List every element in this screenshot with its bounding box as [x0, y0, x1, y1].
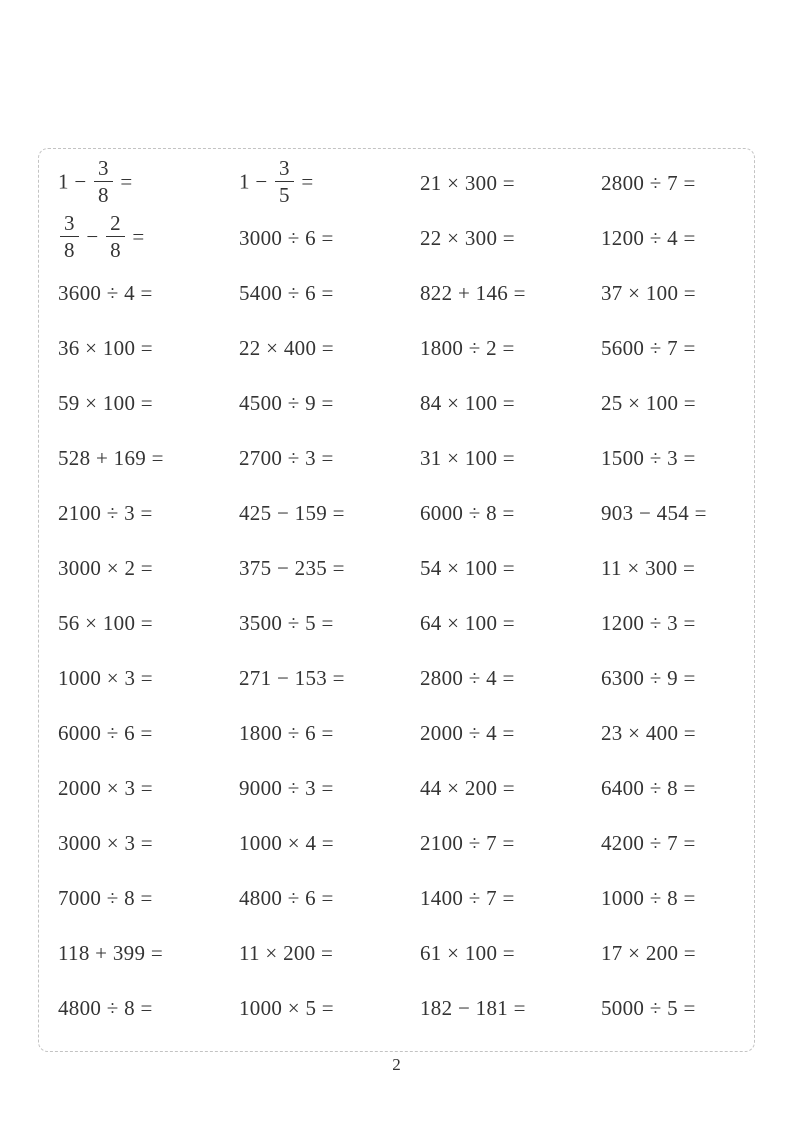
problem: 22 × 300 =	[420, 226, 515, 250]
problem: 61 × 100 =	[420, 941, 515, 965]
problem-row	[58, 651, 754, 706]
problem: 21 × 300 =	[420, 171, 515, 195]
fraction	[94, 157, 113, 206]
problem: 1200 ÷ 4 =	[601, 226, 696, 250]
problem: 1000 ÷ 8 =	[601, 886, 696, 910]
fraction-numerator: 3	[94, 157, 113, 182]
problem-row	[58, 596, 754, 651]
problem: 17 × 200 =	[601, 941, 696, 965]
problem: 25 × 100 =	[601, 391, 696, 415]
fraction-numerator: 3	[275, 157, 294, 182]
problem: 528 + 169 =	[58, 446, 164, 470]
problem: 2800 ÷ 7 =	[601, 171, 696, 195]
problem: 271 − 153 =	[239, 666, 345, 690]
problem: 1800 ÷ 2 =	[420, 336, 515, 360]
problem: 4500 ÷ 9 =	[239, 391, 334, 415]
problem: 1000 × 3 =	[58, 666, 153, 690]
problem: 56 × 100 =	[58, 611, 153, 635]
problem-row	[58, 871, 754, 926]
problem-row	[58, 486, 754, 541]
problem: 6000 ÷ 8 =	[420, 501, 515, 525]
problem: 3500 ÷ 5 =	[239, 611, 334, 635]
problem: 822 + 146 =	[420, 281, 526, 305]
problem-row	[58, 541, 754, 596]
problem-row	[58, 926, 754, 981]
problem: 1 − $\frac{3}{8}$ =	[58, 155, 133, 207]
problem: 37 × 100 =	[601, 281, 696, 305]
problem: 2800 ÷ 4 =	[420, 666, 515, 690]
fraction	[60, 212, 79, 261]
problems-container	[38, 148, 755, 1052]
problem: 3000 × 3 =	[58, 831, 153, 855]
problem: 6000 ÷ 6 =	[58, 721, 153, 745]
problem: $\frac{3}{8}$ − $\frac{2}{8}$ =	[58, 214, 239, 263]
problem: 2000 × 3 =	[58, 776, 153, 800]
problem: 5600 ÷ 7 =	[601, 336, 696, 360]
problem-row	[58, 431, 754, 486]
problem: 903 − 454 =	[601, 501, 707, 525]
problem: 31 × 100 =	[420, 446, 515, 470]
problem-row	[58, 376, 754, 431]
problem: 7000 ÷ 8 =	[58, 886, 153, 910]
problem: 36 × 100 =	[58, 336, 153, 360]
problem: 11 × 300 =	[601, 556, 696, 580]
problem: 1000 × 4 =	[239, 831, 334, 855]
problem: 64 × 100 =	[420, 611, 515, 635]
page-number: 2	[392, 1055, 401, 1074]
problem: 182 − 181 =	[420, 996, 526, 1020]
problem: 2100 ÷ 7 =	[420, 831, 515, 855]
problem: 54 × 100 =	[420, 556, 515, 580]
problem-row	[58, 816, 754, 871]
problem-row	[58, 761, 754, 816]
fraction-denominator: 5	[279, 183, 290, 207]
problem: 4800 ÷ 6 =	[239, 886, 334, 910]
fraction-denominator: 8	[64, 238, 75, 262]
problem: 1500 ÷ 3 =	[601, 446, 696, 470]
problem: 4200 ÷ 7 =	[601, 831, 696, 855]
problem: 375 − 235 =	[239, 556, 345, 580]
problem: 22 × 400 =	[239, 336, 334, 360]
problem-row	[58, 706, 754, 761]
fraction-numerator: 2	[106, 212, 125, 237]
problem: 9000 ÷ 3 =	[239, 776, 334, 800]
problem: 425 − 159 =	[239, 501, 345, 525]
problem: 4800 ÷ 8 =	[58, 996, 153, 1020]
problem: 5400 ÷ 6 =	[239, 281, 334, 305]
problem: 2700 ÷ 3 =	[239, 446, 334, 470]
problem: 1400 ÷ 7 =	[420, 886, 515, 910]
problem: 1200 ÷ 3 =	[601, 611, 696, 635]
problem: 6400 ÷ 8 =	[601, 776, 696, 800]
problem: 1 − $\frac{3}{5}$ =	[239, 155, 314, 207]
problem: 6300 ÷ 9 =	[601, 666, 696, 690]
problem: 2000 ÷ 4 =	[420, 721, 515, 745]
problem-row	[58, 321, 754, 376]
problem-row	[58, 156, 754, 211]
problem: 3000 × 2 =	[58, 556, 153, 580]
problem: 84 × 100 =	[420, 391, 515, 415]
problem: 3600 ÷ 4 =	[58, 281, 153, 305]
problem-row	[58, 211, 754, 266]
problem-row	[58, 266, 754, 321]
problem: 23 × 400 =	[601, 721, 696, 745]
fraction-numerator: 3	[60, 212, 79, 237]
problem: 59 × 100 =	[58, 391, 153, 415]
problem: 5000 ÷ 5 =	[601, 996, 696, 1020]
fraction-denominator: 8	[98, 183, 109, 207]
problem: 11 × 200 =	[239, 941, 334, 965]
problem: 1800 ÷ 6 =	[239, 721, 334, 745]
problem: 1000 × 5 =	[239, 996, 334, 1020]
fraction	[275, 157, 294, 206]
problem: 2100 ÷ 3 =	[58, 501, 153, 525]
problem: 118 + 399 =	[58, 941, 163, 965]
problem: 3000 ÷ 6 =	[239, 226, 334, 250]
problem: 44 × 200 =	[420, 776, 515, 800]
problem-row	[58, 981, 754, 1036]
fraction-denominator: 8	[110, 238, 121, 262]
fraction	[106, 212, 125, 261]
